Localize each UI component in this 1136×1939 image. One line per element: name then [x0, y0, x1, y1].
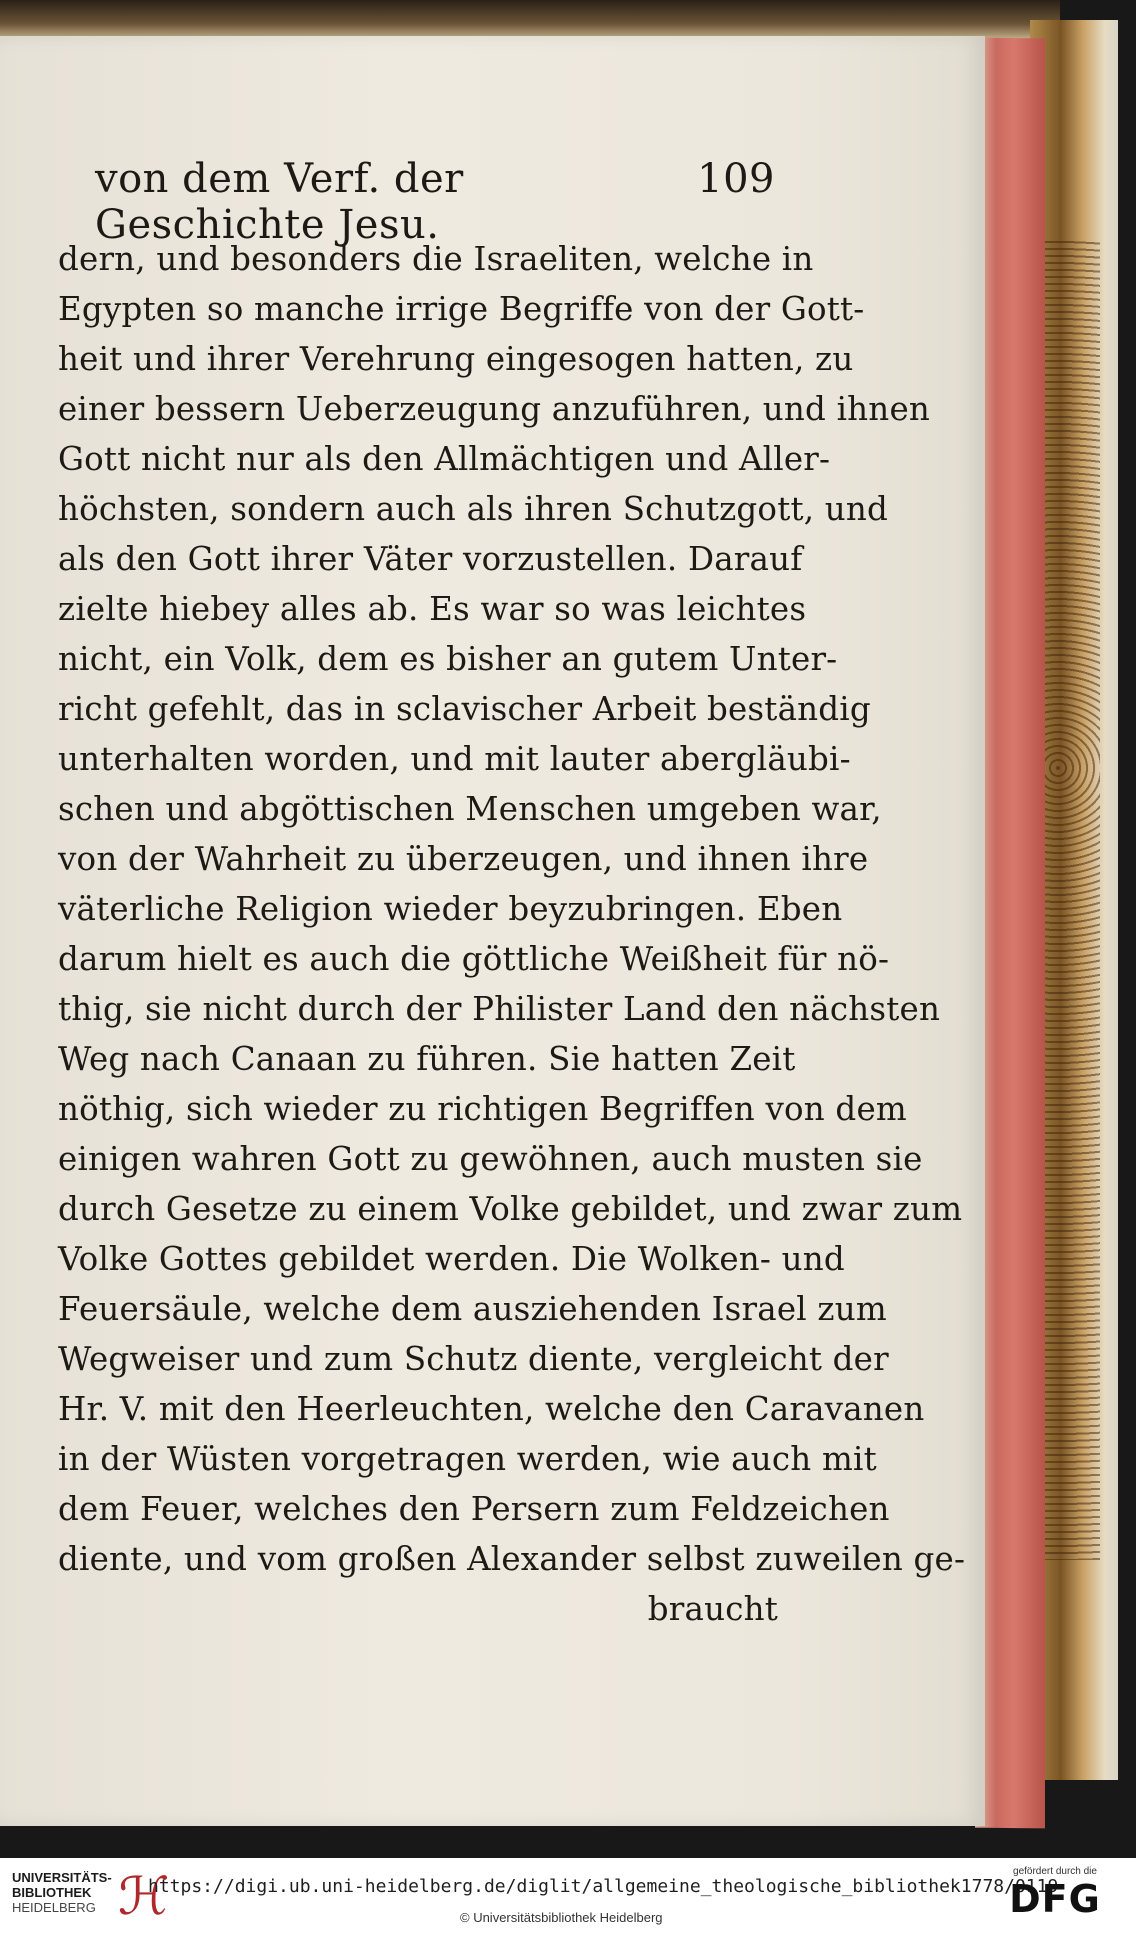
- dfg-logo: [1000, 1866, 1110, 1921]
- text-line: Gott nicht nur als den Allmächtigen und Aller-: [58, 440, 831, 478]
- text-line: nöthig, sich wieder zu richtigen Begriffen von dem: [58, 1090, 907, 1128]
- running-title: von dem Verf. der Geschichte Jesu.: [95, 156, 464, 248]
- text-line: in der Wüsten vorgetragen werden, wie auch mit: [58, 1440, 877, 1478]
- text-line: höchsten, sondern auch als ihren Schutzgott, und: [58, 490, 889, 528]
- text-line: darum hielt es auch die göttliche Weißheit für nö-: [58, 940, 890, 978]
- text-line: väterliche Religion wieder beyzubringen. Eben: [58, 890, 843, 928]
- text-line: einer bessern Ueberzeugung anzuführen, und ihnen: [58, 390, 931, 428]
- book-top-edge: [0, 0, 1060, 40]
- viewer-footer: [0, 1858, 1136, 1939]
- text-line: zielte hiebey alles ab. Es war so was leichtes: [58, 590, 807, 628]
- text-line: heit und ihrer Verehrung eingesogen hatten, zu: [58, 340, 854, 378]
- text-line: schen und abgöttischen Menschen umgeben war,: [58, 790, 882, 828]
- library-name-line2: BIBLIOTHEK: [12, 1885, 92, 1900]
- library-name-line1: UNIVERSITÄTS-: [12, 1870, 112, 1885]
- permalink-url[interactable]: https://digi.ub.uni-heidelberg.de/diglit/allgemeine_theologische_bibliothek1778/0119: [148, 1876, 1059, 1897]
- text-line: dem Feuer, welches den Persern zum Feldzeichen: [58, 1490, 890, 1528]
- page-body-text: [58, 234, 966, 1634]
- text-line: diente, und vom großen Alexander selbst zuweilen ge-: [58, 1540, 966, 1578]
- text-line: richt gefehlt, das in sclavischer Arbeit beständig: [58, 690, 871, 728]
- copyright-notice: © Universitätsbibliothek Heidelberg: [460, 1910, 663, 1925]
- text-line: thig, sie nicht durch der Philister Land den nächsten: [58, 990, 941, 1028]
- text-line: Wegweiser und zum Schutz diente, vergleicht der: [58, 1340, 889, 1378]
- dfg-logo-text: DFG: [1009, 1877, 1101, 1921]
- red-page-edge: [975, 38, 1045, 1829]
- library-logo: [12, 1870, 122, 1915]
- book-page: [0, 36, 985, 1826]
- text-line: unterhalten worden, und mit lauter abergläubi-: [58, 740, 851, 778]
- text-line: Egypten so manche irrige Begriffe von der Gott-: [58, 290, 865, 328]
- library-emblem-icon: ℋ: [118, 1867, 170, 1927]
- funding-note: gefördert durch die: [1013, 1866, 1097, 1877]
- text-line: durch Gesetze zu einem Volke gebildet, und zwar zum: [58, 1190, 963, 1228]
- catchword: braucht: [647, 1590, 778, 1628]
- text-line: Weg nach Canaan zu führen. Sie hatten Zeit: [58, 1040, 796, 1078]
- text-line: nicht, ein Volk, dem es bisher an gutem Unter-: [58, 640, 838, 678]
- text-line: von der Wahrheit zu überzeugen, und ihnen ihre: [58, 840, 869, 878]
- text-line: dern, und besonders die Israeliten, welche in: [58, 240, 814, 278]
- page-number: 109: [697, 156, 775, 202]
- text-line: Hr. V. mit den Heerleuchten, welche den Caravanen: [58, 1390, 925, 1428]
- text-line: Volke Gottes gebildet werden. Die Wolken- und: [58, 1240, 845, 1278]
- text-line: als den Gott ihrer Väter vorzustellen. Darauf: [58, 540, 803, 578]
- text-line: einigen wahren Gott zu gewöhnen, auch musten sie: [58, 1140, 923, 1178]
- library-name-line3: HEIDELBERG: [12, 1900, 96, 1915]
- text-line: Feuersäule, welche dem ausziehenden Israel zum: [58, 1290, 887, 1328]
